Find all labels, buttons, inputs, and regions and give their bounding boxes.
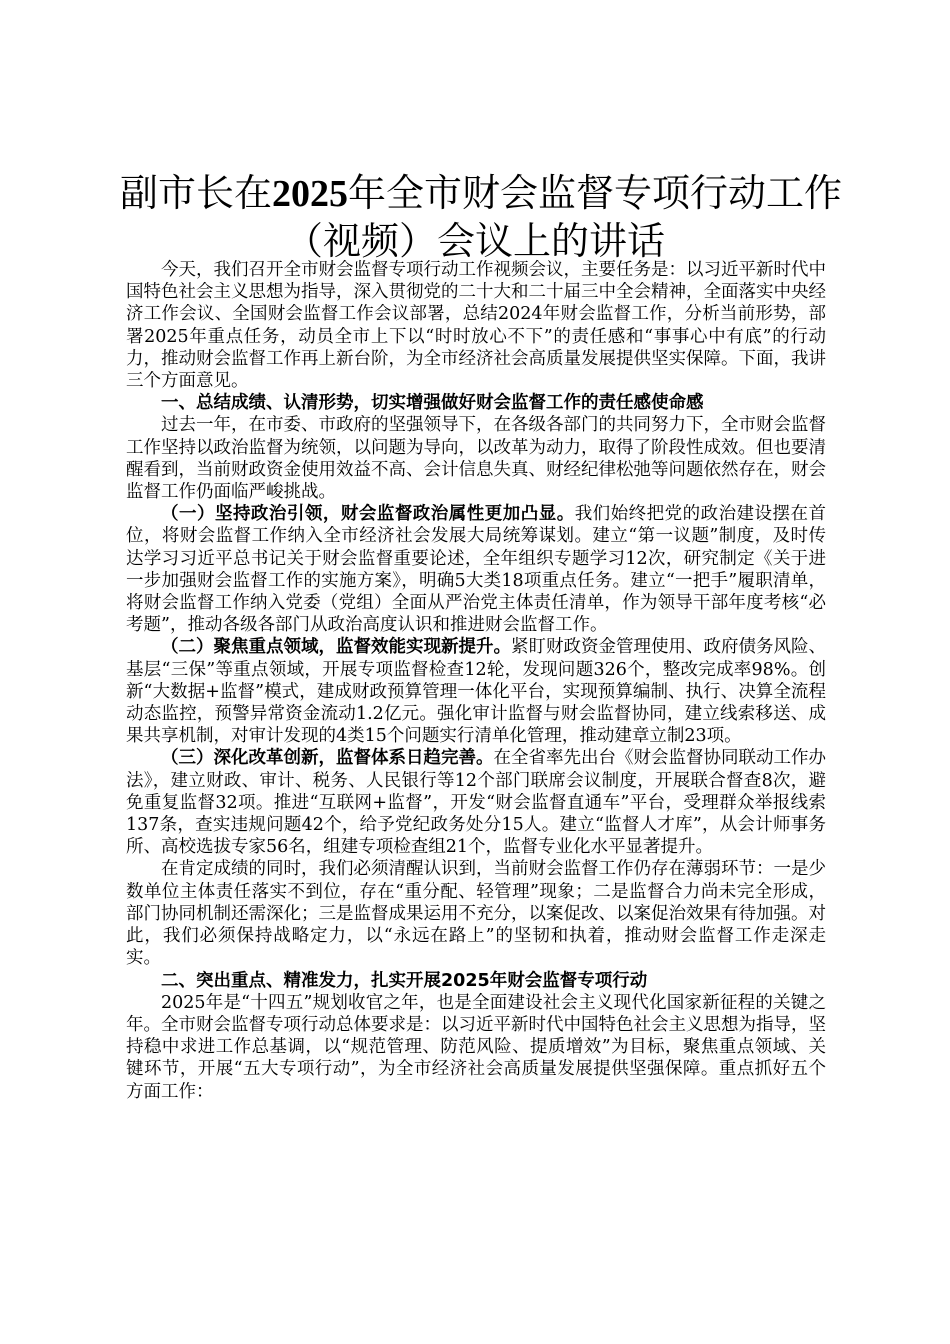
subheading-key-areas: （二）聚焦重点领域，监督效能实现新提升。	[161, 637, 511, 658]
title-year: 2025	[272, 173, 349, 215]
section-heading-2: 二、突出重点、精准发力，扎实开展2025年财会监督专项行动	[161, 970, 648, 991]
paragraph-key-areas-body: 紧盯财政资金管理使用、政府债务风险、基层“三保”等重点领域，开展专项监督检查12轮，发现问题326个，整改完成率98%。创新“大数据+监督”模式，建成财政预算管理一体化平台，实现预算编制、执行、决算全流程动态监控，预警异常资金流动1.2亿元。强化审计监督与财会监督协同，建立线索移送、成果共享机制，对审计发现的4类15个问题实行清单化管理，推动建章立制23项。	[126, 637, 826, 747]
document-body	[126, 259, 826, 1103]
title-prefix: 副市长在	[120, 171, 273, 215]
paragraph-political-leadership-body: 我们始终把党的政治建设摆在首位，将财会监督工作纳入全市经济社会发展大局统筹谋划。建立“第一议题”制度，及时传达学习习近平总书记关于财会监督重要论述，全年组织专题学习12次，研究制定《关于进一步加强财会监督工作的实施方案》，明确5大类18项重点任务。建立“一把手”履职清单，将财会监督工作纳入党委（党组）全面从严治党主体责任清单，作为领导干部年度考核“必考题”，推动各级各部门从政治高度认识和推进财会监督工作。	[126, 504, 827, 636]
paragraph-key-areas	[126, 636, 826, 747]
section-heading-1: 一、总结成绩、认清形势，切实增强做好财会监督工作的责任感使命感	[161, 393, 704, 414]
paragraph-review: 过去一年，在市委、市政府的坚强领导下，在各级各部门的共同努力下，全市财会监督工作坚持以政治监督为统领，以问题为导向，以改革为动力，取得了阶段性成效。但也要清醒看到，当前财政资金使用效益不高、会计信息失真、财经纪律松弛等问题依然存在，财会监督工作仍面临严峻挑战。	[126, 415, 826, 503]
paragraph-reform	[126, 747, 826, 858]
subheading-reform: （三）深化改革创新，监督体系日趋完善。	[161, 748, 494, 769]
subheading-political-leadership: （一）坚持政治引领，财会监督政治属性更加凸显。	[161, 504, 575, 525]
title-suffix: 年全市财会监督专项行动工作	[348, 171, 843, 215]
paragraph-2025-requirements: 2025年是“十四五”规划收官之年，也是全面建设社会主义现代化国家新征程的关键之年。全市财会监督专项行动总体要求是：以习近平新时代中国特色社会主义思想为指导，坚持稳中求进工作总基调，以“规范管理、防范风险、提质增效”为目标，聚焦重点领域、关键环节，开展“五大专项行动”，为全市经济社会高质量发展提供坚强保障。重点抓好五个方面工作：	[126, 992, 826, 1102]
paragraph-reform-body: 在全省率先出台《财会监督协同联动工作办法》，建立财政、审计、税务、人民银行等12个部门联席会议制度，开展联合督查8次，避免重复监督32项。推进“互联网+监督”，开发“财会监督直通车”平台，受理群众举报线索137条，查实违规问题42个，给予党纪政务处分15人。建立“监督人才库”，从会计师事务所、高校选拔专家56名，组建专项检查组21个，监督专业化水平显著提升。	[126, 748, 826, 858]
document-title-line-2: （视频）会议上的讲话	[284, 219, 665, 263]
paragraph-political-leadership	[126, 503, 826, 636]
paragraph-weaknesses: 在肯定成绩的同时，我们必须清醒认识到，当前财会监督工作仍存在薄弱环节：一是少数单位主体责任落实不到位，存在“重分配、轻管理”现象；二是监督合力尚未完全形成，部门协同机制还需深化；三是监督成果运用不充分，以案促改、以案促治效果有待加强。对此，我们必须保持战略定力，以“永远在路上”的坚韧和执着，推动财会监督工作走深走实。	[126, 859, 826, 969]
document-title-line-1	[120, 170, 843, 217]
intro-paragraph: 今天，我们召开全市财会监督专项行动工作视频会议，主要任务是：以习近平新时代中国特色社会主义思想为指导，深入贯彻党的二十大和二十届三中全会精神，全面落实中央经济工作会议、全国财会监督工作会议部署，总结2024年财会监督工作，分析当前形势，部署2025年重点任务，动员全市上下以“时时放心不下”的责任感和“事事心中有底”的行动力，推动财会监督工作再上新台阶，为全市经济社会高质量发展提供坚实保障。下面，我讲三个方面意见。	[126, 260, 826, 392]
